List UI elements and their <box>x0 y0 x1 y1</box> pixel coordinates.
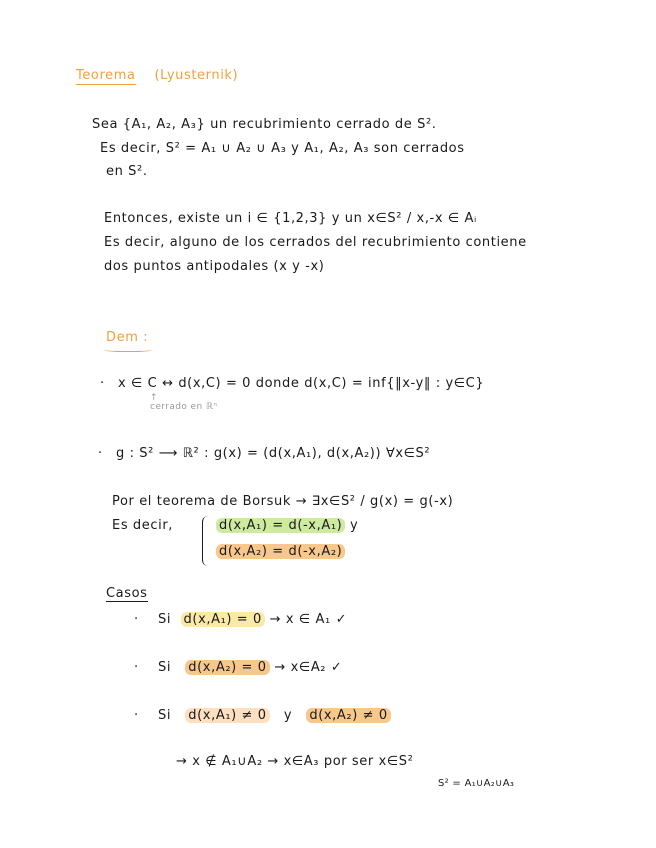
closed-note: cerrado en ℝⁿ <box>150 402 218 412</box>
proof-line-1: x ∈ C ↔ d(x,C) = 0 donde d(x,C) = inf{‖x-y‖ : y∈C} <box>118 376 485 391</box>
statement-line-5: Es decir, alguno de los cerrados del recubrimiento contiene <box>104 235 527 250</box>
case-3-si: Si <box>158 708 172 723</box>
statement-line-2: Es decir, S² = A₁ ∪ A₂ ∪ A₃ y A₁, A₂, A₃ son cerrados <box>100 141 465 156</box>
bullet-1: · <box>100 376 105 391</box>
proof-line-4-prefix: Es decir, <box>112 518 174 533</box>
statement-line-4: Entonces, existe un i ∈ {1,2,3} y un x∈S² / x,-x ∈ Aᵢ <box>104 211 477 226</box>
statement-line-3: en S². <box>106 164 148 179</box>
proof-label: Dem : <box>106 330 149 345</box>
cases-label: Casos <box>106 586 148 601</box>
equation-2: d(x,A₂) = d(-x,A₂) <box>216 544 345 559</box>
proof-line-2: g : S² ⟶ ℝ² : g(x) = (d(x,A₁), d(x,A₂)) ∀x∈S² <box>116 446 431 461</box>
case-2-si: Si <box>158 660 172 675</box>
case-1-bullet: · <box>134 612 139 627</box>
case-2-condition: d(x,A₂) = 0 <box>185 660 269 675</box>
sphere-union-footnote: S² = A₁∪A₂∪A₃ <box>438 778 515 789</box>
case-2 <box>158 660 342 675</box>
case-2-result: → x∈A₂ ✓ <box>274 660 343 675</box>
equation-1-suffix: y <box>350 518 359 533</box>
case-1 <box>158 612 347 627</box>
equation-1: d(x,A₁) = d(-x,A₁) <box>216 518 345 533</box>
note-arrow: ↑ <box>150 393 158 403</box>
case-1-si: Si <box>158 612 172 627</box>
case-3-condition-1: d(x,A₁) ≠ 0 <box>185 708 269 723</box>
proof-line-3: Por el teorema de Borsuk → ∃x∈S² / g(x) = g(-x) <box>112 494 454 509</box>
case-3-bullet: · <box>134 708 139 723</box>
theorem-subtitle: (Lyusternik) <box>154 68 239 83</box>
bullet-2: · <box>98 446 103 461</box>
case-3-conclusion: → x ∉ A₁∪A₂ → x∈A₃ por ser x∈S² <box>176 754 414 769</box>
equation-2-row <box>216 544 345 559</box>
equation-1-row <box>216 518 358 533</box>
case-3 <box>158 708 391 723</box>
theorem-title: Teorema <box>76 68 136 83</box>
proof-label-underline <box>104 347 152 352</box>
case-3-condition-2: d(x,A₂) ≠ 0 <box>306 708 390 723</box>
system-brace <box>202 516 211 566</box>
statement-line-6: dos puntos antipodales (x y -x) <box>104 259 325 274</box>
case-1-condition: d(x,A₁) = 0 <box>181 612 265 627</box>
case-2-bullet: · <box>134 660 139 675</box>
case-1-result: → x ∈ A₁ ✓ <box>269 612 348 627</box>
theorem-heading <box>76 68 238 83</box>
case-3-and: y <box>283 708 293 723</box>
statement-line-1: Sea {A₁, A₂, A₃} un recubrimiento cerrado de S². <box>92 117 437 132</box>
